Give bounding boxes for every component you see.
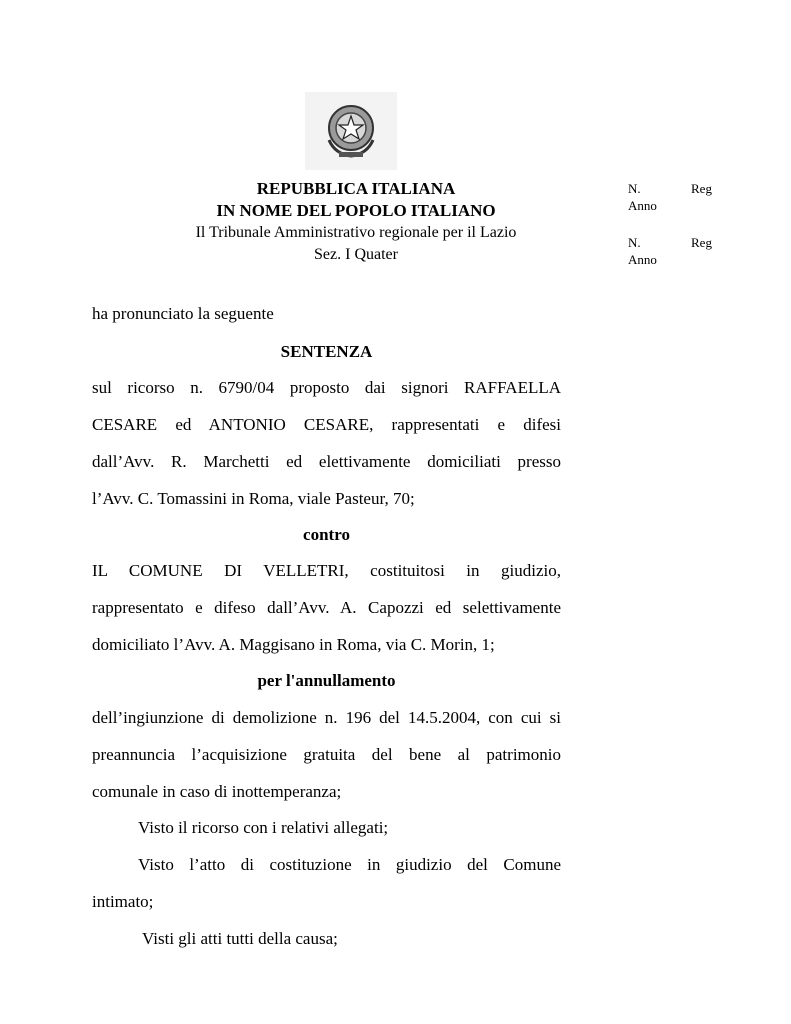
paragraph-line: comunale in caso di inottemperanza;: [92, 782, 342, 801]
paragraph-line: IL COMUNE DI VELLETRI, costituitosi in giudizio,: [92, 561, 561, 580]
paragraph-line: Visto il ricorso con i relativi allegati;: [138, 818, 389, 837]
paragraph-line: sul ricorso n. 6790/04 proposto dai signori RAFFAELLA: [92, 378, 561, 397]
registry-year-label: Anno: [628, 252, 657, 267]
intro-text: ha pronunciato la seguente: [92, 304, 274, 323]
against-heading: contro: [303, 525, 350, 544]
paragraph-line: Visto l’atto di costituzione in giudizio del Comune: [138, 855, 561, 874]
paragraph-line: l’Avv. C. Tomassini in Roma, viale Pasteur, 70;: [92, 489, 415, 508]
header-tribunal: Il Tribunale Amministrativo regionale per il Lazio: [195, 224, 517, 241]
italian-republic-emblem: [305, 92, 397, 170]
header-section: Sez. I Quater: [314, 246, 398, 263]
registry-row: [628, 180, 728, 197]
registry-row: [628, 234, 728, 251]
registry-number-label: N.: [628, 235, 641, 250]
paragraph-line: Visti gli atti tutti della causa;: [142, 929, 338, 948]
paragraph-line: rappresentato e difeso dall’Avv. A. Capozzi ed selettivamente: [92, 598, 561, 617]
registry-number-label: N.: [628, 181, 641, 196]
annulment-heading: per l'annullamento: [257, 671, 396, 690]
header-people: IN NOME DEL POPOLO ITALIANO: [216, 201, 496, 220]
judgment-title: SENTENZA: [280, 342, 373, 361]
paragraph-line: domiciliato l’Avv. A. Maggisano in Roma, via C. Morin, 1;: [92, 635, 495, 654]
paragraph-line: CESARE ed ANTONIO CESARE, rappresentati e difesi: [92, 415, 561, 434]
registry-year-label: Anno: [628, 198, 657, 213]
document-header: [150, 178, 562, 266]
registry-reg-label: Reg: [691, 235, 712, 250]
paragraph-line: dell’ingiunzione di demolizione n. 196 del 14.5.2004, con cui si: [92, 708, 561, 727]
paragraph-line: preannuncia l’acquisizione gratuita del bene al patrimonio: [92, 745, 561, 764]
paragraph-line: intimato;: [92, 892, 154, 911]
header-republic: REPUBBLICA ITALIANA: [256, 179, 456, 198]
paragraph-line: dall’Avv. R. Marchetti ed elettivamente domiciliati presso: [92, 452, 561, 471]
registry-reg-label: Reg: [691, 181, 712, 196]
registry-box: [628, 180, 728, 268]
